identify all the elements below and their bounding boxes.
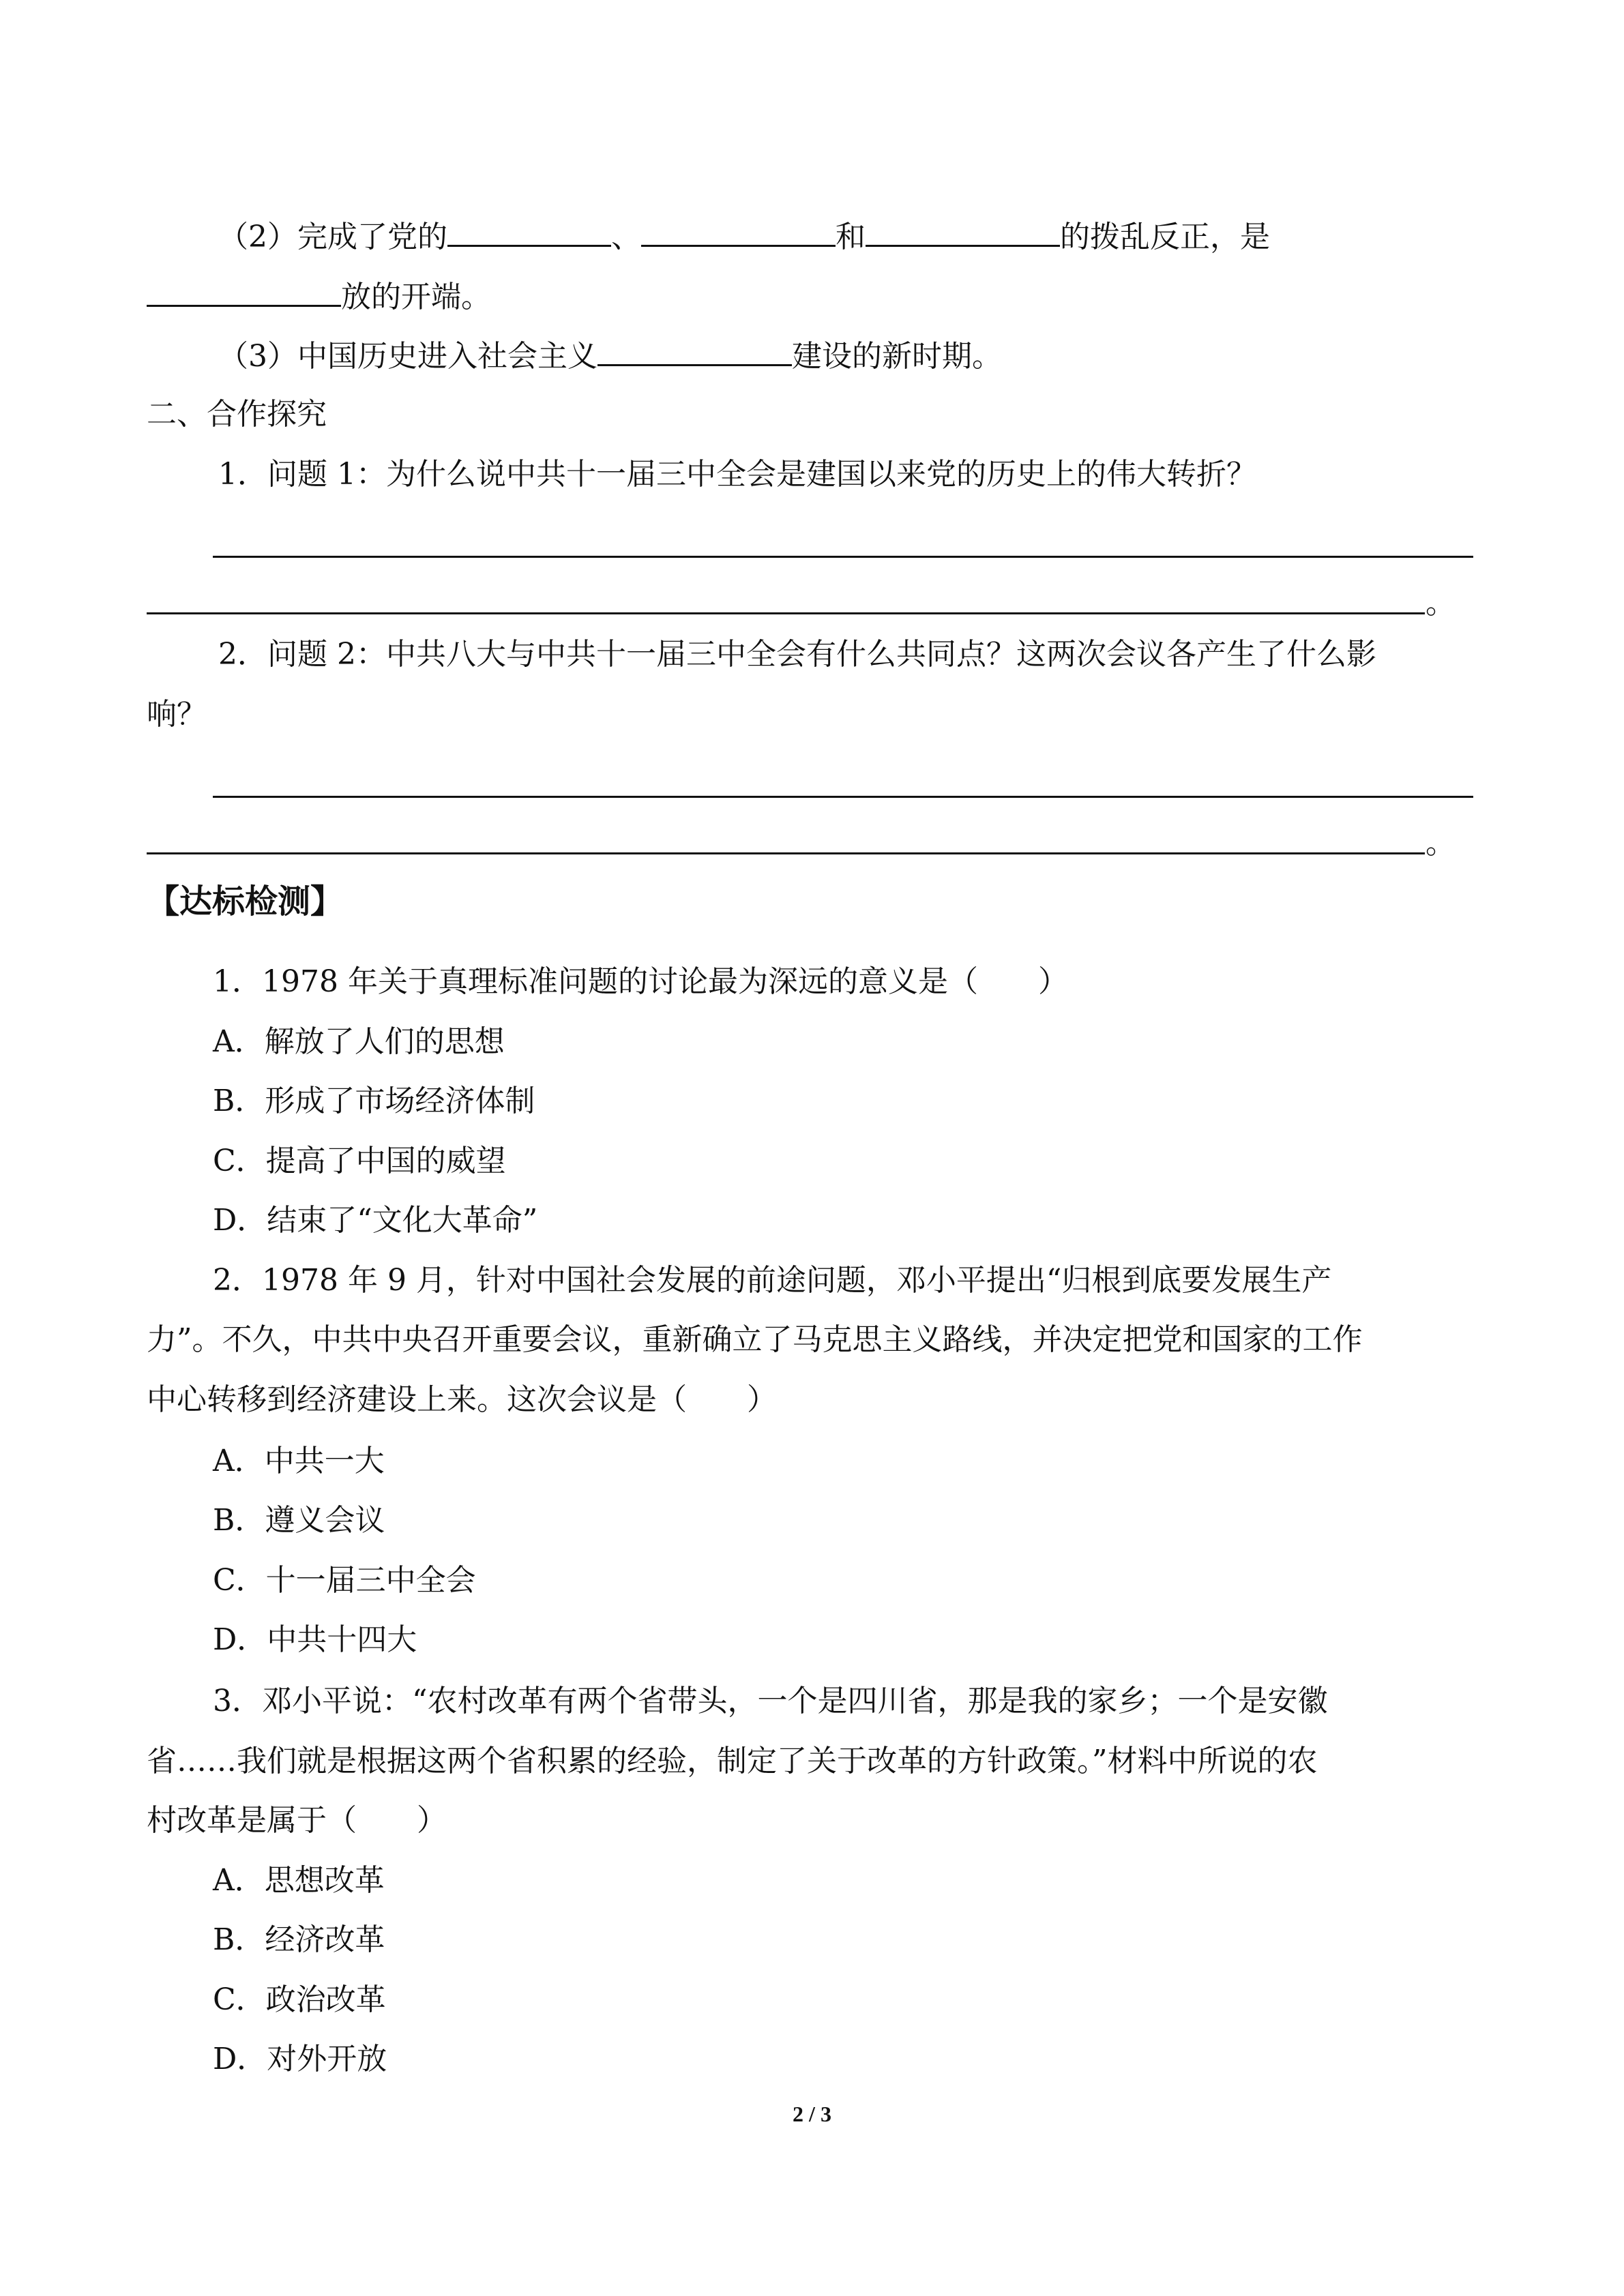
answer-end-mark: 。 (1426, 586, 1456, 621)
fill-text: 和 (836, 220, 866, 254)
option-item[interactable]: B．经济改革 (213, 1922, 385, 1957)
fill-line-2 (147, 275, 491, 316)
answer-line[interactable] (147, 852, 1425, 854)
option-item[interactable]: C．十一届三中全会 (213, 1563, 476, 1598)
option-item[interactable]: A．思想改革 (213, 1863, 385, 1898)
fill-text: （3）中国历史进入社会主义 (218, 339, 597, 374)
option-item[interactable]: B．形成了市场经济体制 (213, 1084, 535, 1118)
test-q1-stem: 1．1978 年关于真理标准问题的讨论最为深远的意义是（ ） (213, 964, 1068, 999)
option-item[interactable]: D．结束了“文化大革命” (213, 1203, 538, 1238)
answer-line[interactable] (147, 612, 1425, 614)
answer-blank[interactable] (147, 275, 341, 307)
test-q2-stem-line: 2．1978 年 9 月，针对中国社会发展的前途问题，邓小平提出“归根到底要发展生产 (213, 1263, 1332, 1298)
answer-blank[interactable] (866, 215, 1060, 247)
fill-line-3 (218, 334, 1002, 375)
option-item[interactable]: C．提高了中国的威望 (213, 1144, 506, 1178)
question-2-line-1: 2．问题 2：中共八大与中共十一届三中全会有什么共同点？这两次会议各产生了什么影 (218, 637, 1376, 672)
option-item[interactable]: C．政治改革 (213, 1982, 386, 2017)
test-q2-stem-line: 力”。不久，中共中央召开重要会议，重新确立了马克思主义路线，并决定把党和国家的工作 (147, 1322, 1363, 1357)
option-item[interactable]: A．解放了人们的思想 (213, 1024, 505, 1059)
option-item[interactable]: D．对外开放 (213, 2042, 387, 2076)
test-heading: 【达标检测】 (147, 882, 344, 921)
answer-blank[interactable] (447, 215, 611, 247)
test-q3-stem-line: 省……我们就是根据这两个省积累的经验，制定了关于改革的方针政策。”材料中所说的农 (147, 1744, 1318, 1778)
option-item[interactable]: B．遵义会议 (213, 1503, 385, 1538)
question-1: 1．问题 1：为什么说中共十一届三中全会是建国以来党的历史上的伟大转折？ (218, 457, 1256, 492)
answer-end-mark: 。 (1426, 826, 1456, 861)
question-2-line-2: 响？ (147, 697, 207, 732)
page-number: 2 / 3 (793, 2102, 831, 2126)
fill-text: 放的开端。 (341, 280, 491, 314)
fill-line-1 (218, 215, 1270, 256)
test-q3-stem-line: 3．邓小平说：“农村改革有两个省带头，一个是四川省，那是我的家乡；一个是安徽 (213, 1684, 1328, 1718)
fill-text: 、 (611, 220, 641, 254)
answer-line[interactable] (213, 796, 1473, 798)
fill-text: 的拨乱反正，是 (1060, 220, 1270, 254)
answer-blank[interactable] (641, 215, 836, 247)
fill-text: （2）完成了党的 (218, 220, 447, 254)
answer-line[interactable] (213, 556, 1473, 558)
test-q3-stem-line: 村改革是属于（ ） (147, 1803, 447, 1838)
option-item[interactable]: A．中共一大 (213, 1444, 385, 1478)
test-q2-stem-line: 中心转移到经济建设上来。这次会议是（ ） (147, 1382, 777, 1417)
fill-text: 建设的新时期。 (792, 339, 1002, 374)
answer-blank[interactable] (597, 334, 792, 366)
option-item[interactable]: D．中共十四大 (213, 1622, 417, 1657)
section-title: 二、合作探究 (147, 397, 327, 432)
